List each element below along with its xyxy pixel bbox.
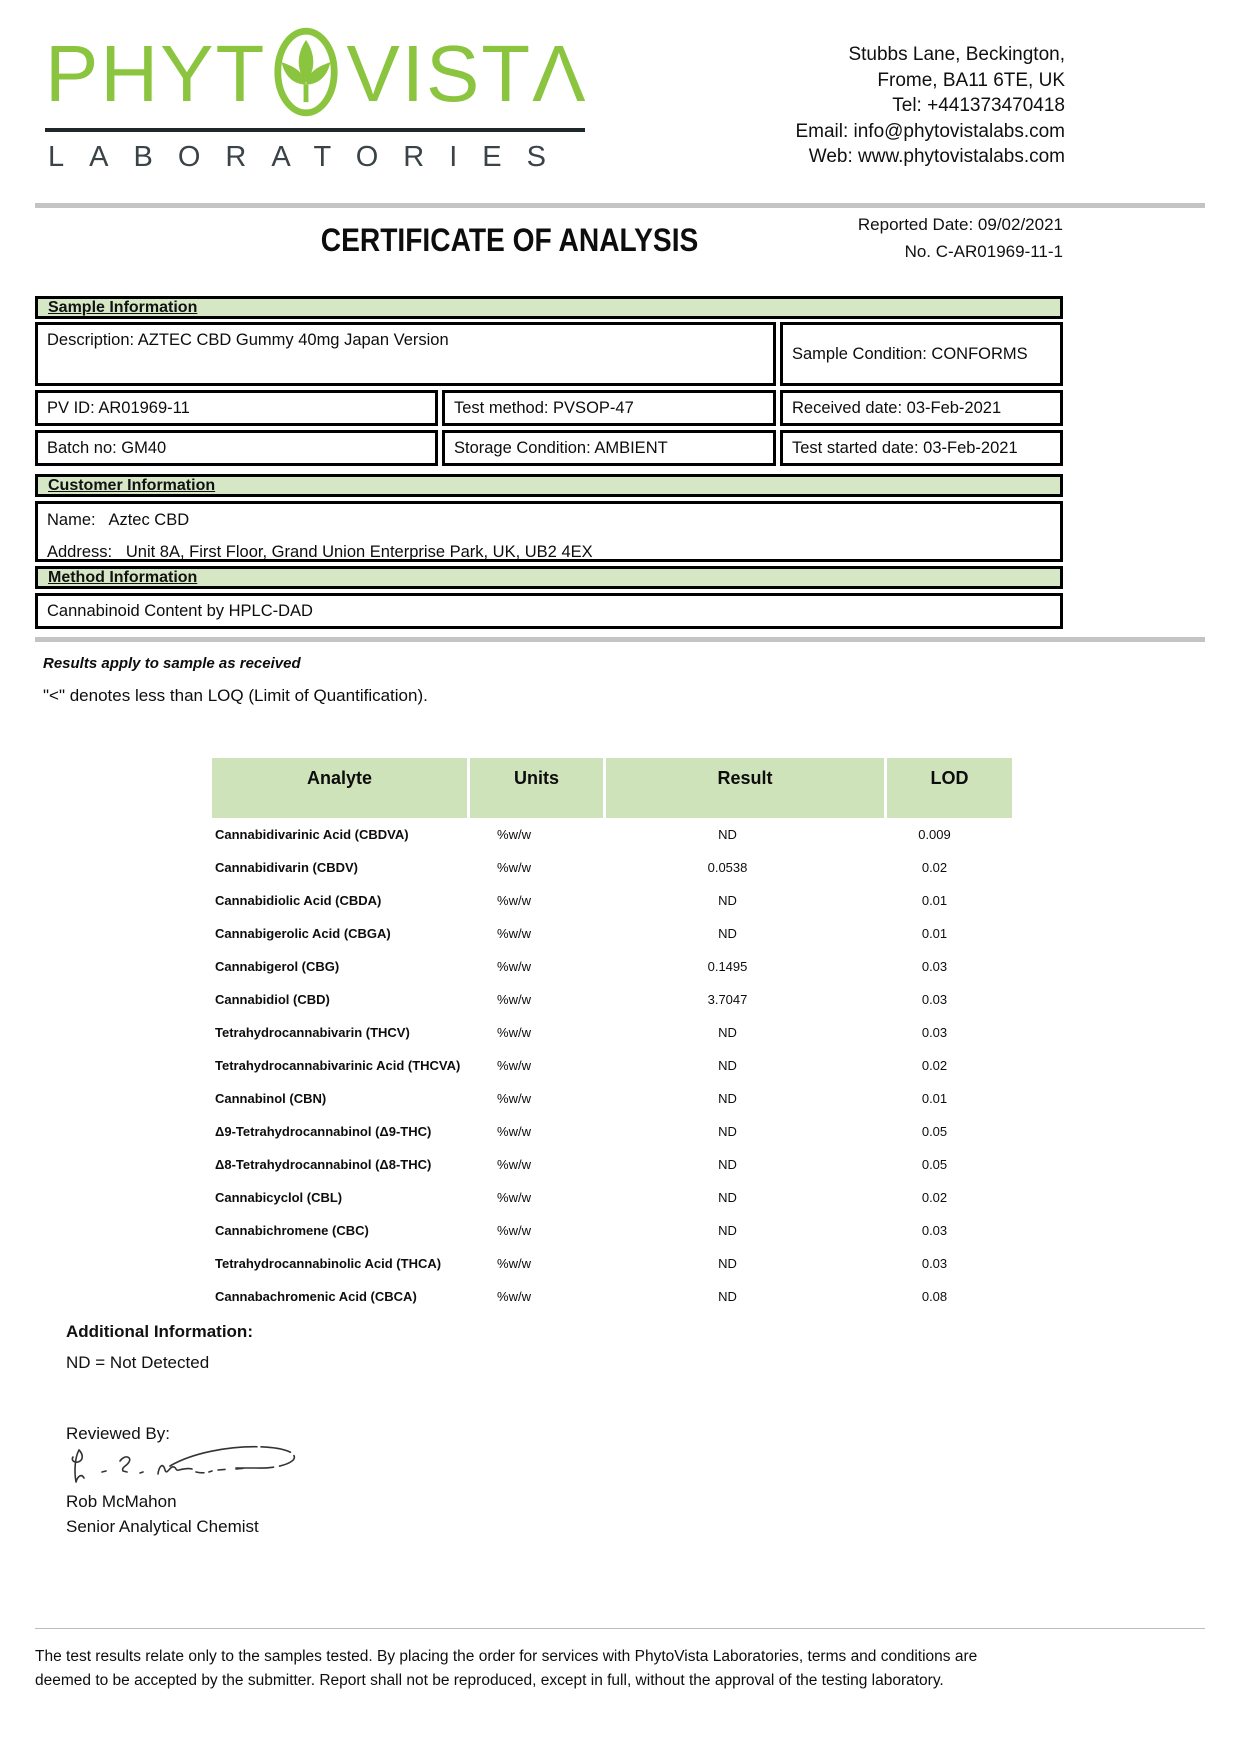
units-cell: %w/w: [497, 1124, 531, 1139]
sample-received-note: Results apply to sample as received: [43, 655, 301, 672]
header-divider: [35, 203, 1205, 208]
results-table: [209, 758, 1015, 1313]
lod-cell: 0.05: [921, 1124, 948, 1139]
result-cell: ND: [718, 1058, 737, 1073]
units-cell: %w/w: [497, 1190, 531, 1205]
storage-condition-cell: Storage Condition: AMBIENT: [442, 430, 776, 466]
analyte-cell: Tetrahydrocannabivarin (THCV): [215, 1025, 410, 1040]
units-cell: %w/w: [497, 992, 531, 1007]
result-cell: 0.0538: [707, 860, 748, 875]
units-cell: %w/w: [497, 1289, 531, 1304]
lod-cell: 0.03: [921, 1223, 948, 1238]
analyte-cell: Cannabigerolic Acid (CBGA): [215, 926, 391, 941]
result-row: [212, 818, 1012, 851]
lod-cell: 0.05: [921, 1157, 948, 1172]
result-row: [212, 950, 1012, 983]
logo-text-last: Λ: [532, 29, 588, 118]
units-cell: %w/w: [497, 1058, 531, 1073]
reported-date: Reported Date: 09/02/2021: [857, 215, 1063, 234]
results-divider: [35, 637, 1205, 642]
additional-info-title: Additional Information:: [66, 1322, 253, 1341]
customer-info-bar: [35, 474, 1063, 497]
result-row: [212, 1082, 1012, 1115]
analyte-cell: Cannabicyclol (CBL): [215, 1190, 343, 1205]
result-row: [212, 1115, 1012, 1148]
test-started-cell: Test started date: 03-Feb-2021: [780, 430, 1063, 466]
analyte-cell: Cannabidiol (CBD): [215, 992, 330, 1007]
contact-email: Email: info@phytovistalabs.com: [795, 120, 1065, 142]
lod-cell: 0.02: [921, 1058, 948, 1073]
units-cell: %w/w: [497, 1256, 531, 1271]
test-method-cell: Test method: PVSOP-47: [442, 390, 776, 426]
lod-cell: 0.009: [918, 827, 951, 842]
contact-web: Web: www.phytovistalabs.com: [808, 146, 1065, 167]
brand-logo: [45, 26, 588, 174]
result-row: [212, 851, 1012, 884]
analyte-cell: Cannabachromenic Acid (CBCA): [215, 1289, 417, 1304]
nd-definition: ND = Not Detected: [66, 1353, 210, 1372]
result-cell: ND: [718, 1289, 737, 1304]
result-cell: ND: [718, 1223, 737, 1238]
result-header: Result: [606, 758, 884, 818]
analyte-cell: Tetrahydrocannabinolic Acid (THCA): [215, 1256, 442, 1271]
result-cell: ND: [718, 1025, 737, 1040]
loq-note: "<" denotes less than LOQ (Limit of Quantification).: [43, 686, 428, 705]
result-row: [212, 1280, 1012, 1313]
analyte-cell: Cannabichromene (CBC): [215, 1223, 369, 1238]
analyte-cell: Δ8-Tetrahydrocannabinol (Δ8-THC): [215, 1157, 432, 1172]
analyte-cell: Cannabidivarin (CBDV): [215, 860, 359, 875]
result-cell: ND: [718, 1124, 737, 1139]
contact-block: [795, 42, 1065, 170]
logo-text-left: PHYT: [45, 29, 267, 118]
result-row: [212, 1049, 1012, 1082]
units-cell: %w/w: [497, 1091, 531, 1106]
method-info-title: Method Information: [48, 568, 198, 586]
analyte-cell: Δ9-Tetrahydrocannabinol (Δ9-THC): [215, 1124, 432, 1139]
result-cell: 3.7047: [707, 992, 748, 1007]
lod-cell: 0.02: [921, 860, 948, 875]
result-row: [212, 1247, 1012, 1280]
lod-cell: 0.03: [921, 1256, 948, 1271]
result-row: [212, 1016, 1012, 1049]
lod-cell: 0.03: [921, 1025, 948, 1040]
leaf-icon: [271, 26, 341, 118]
lod-cell: 0.03: [921, 992, 948, 1007]
method-cell: Cannabinoid Content by HPLC-DAD: [35, 593, 1063, 629]
result-cell: ND: [718, 926, 737, 941]
result-cell: ND: [718, 893, 737, 908]
sample-condition-cell: Sample Condition: CONFORMS: [780, 322, 1063, 386]
units-cell: %w/w: [497, 827, 531, 842]
lod-cell: 0.01: [921, 893, 948, 908]
page-title: CERTIFICATE OF ANALYSIS: [321, 222, 699, 258]
units-cell: %w/w: [497, 926, 531, 941]
result-row: [212, 917, 1012, 950]
footer-divider: [35, 1628, 1205, 1629]
result-cell: ND: [718, 1091, 737, 1106]
sample-info-title: Sample Information: [48, 298, 198, 316]
result-row: [212, 1148, 1012, 1181]
batch-no-cell: Batch no: GM40: [35, 430, 438, 466]
result-cell: ND: [718, 827, 737, 842]
analyte-header: Analyte: [212, 758, 467, 818]
result-row: [212, 983, 1012, 1016]
reviewed-by-label: Reviewed By:: [66, 1424, 170, 1443]
customer-name: Name: Aztec CBD: [47, 511, 190, 529]
contact-address-line2: Frome, BA11 6TE, UK: [877, 69, 1065, 91]
analyte-cell: Tetrahydrocannabivarinic Acid (THCVA): [215, 1058, 461, 1073]
result-row: [212, 1214, 1012, 1247]
lod-cell: 0.03: [921, 959, 948, 974]
contact-tel: Tel: +441373470418: [892, 95, 1065, 116]
lod-header: LOD: [887, 758, 1012, 818]
result-row: [212, 884, 1012, 917]
customer-info-title: Customer Information: [48, 476, 216, 494]
analyte-cell: Cannabigerol (CBG): [215, 959, 340, 974]
method-info-bar: [35, 566, 1063, 589]
units-cell: %w/w: [497, 860, 531, 875]
logo-text-right: VIST: [346, 29, 533, 118]
result-cell: ND: [718, 1157, 737, 1172]
analyte-cell: Cannabidivarinic Acid (CBDVA): [215, 827, 409, 842]
footer-text: [35, 1645, 1215, 1693]
result-row: [212, 1181, 1012, 1214]
footer-text-line1: The test results relate only to the samples tested. By placing the order for services with PhytoVista Laboratories, terms and conditions are: [35, 1648, 978, 1665]
reviewer-title: Senior Analytical Chemist: [66, 1517, 259, 1536]
description-cell: Description: AZTEC CBD Gummy 40mg Japan Version: [35, 322, 776, 386]
received-date-cell: Received date: 03-Feb-2021: [780, 390, 1063, 426]
result-cell: ND: [718, 1190, 737, 1205]
sample-info-bar: [35, 296, 1063, 319]
results-header-row: [212, 758, 1012, 818]
units-cell: %w/w: [497, 1223, 531, 1238]
logo-wordmark: [45, 26, 588, 122]
result-cell: 0.1495: [707, 959, 748, 974]
analyte-cell: Cannabidiolic Acid (CBDA): [215, 893, 382, 908]
lod-cell: 0.02: [921, 1190, 948, 1205]
footer-text-line2: deemed to be accepted by the submitter. Report shall not be reproduced, except in full, without the approval of the testing laboratory.: [35, 1672, 944, 1689]
units-cell: %w/w: [497, 959, 531, 974]
results-table-body: [212, 818, 1012, 1313]
certificate-number: No. C-AR01969-11-1: [904, 242, 1063, 261]
units-cell: %w/w: [497, 1025, 531, 1040]
lod-cell: 0.01: [921, 1091, 948, 1106]
contact-address-line1: Stubbs Lane, Beckington,: [848, 44, 1065, 65]
units-cell: %w/w: [497, 1157, 531, 1172]
signature-image: [58, 1440, 318, 1497]
reviewer-name: Rob McMahon: [66, 1492, 177, 1511]
analyte-cell: Cannabinol (CBN): [215, 1091, 327, 1106]
lod-cell: 0.08: [921, 1289, 948, 1304]
logo-tagline: LABORATORIES: [48, 141, 571, 173]
customer-info-cell: [35, 501, 1063, 562]
customer-address: Address: Unit 8A, First Floor, Grand Union Enterprise Park, UK, UB2 4EX: [47, 543, 593, 561]
pv-id-cell: PV ID: AR01969-11: [35, 390, 438, 426]
lod-cell: 0.01: [921, 926, 948, 941]
units-cell: %w/w: [497, 893, 531, 908]
result-cell: ND: [718, 1256, 737, 1271]
units-header: Units: [470, 758, 603, 818]
logo-underline: [45, 128, 585, 132]
